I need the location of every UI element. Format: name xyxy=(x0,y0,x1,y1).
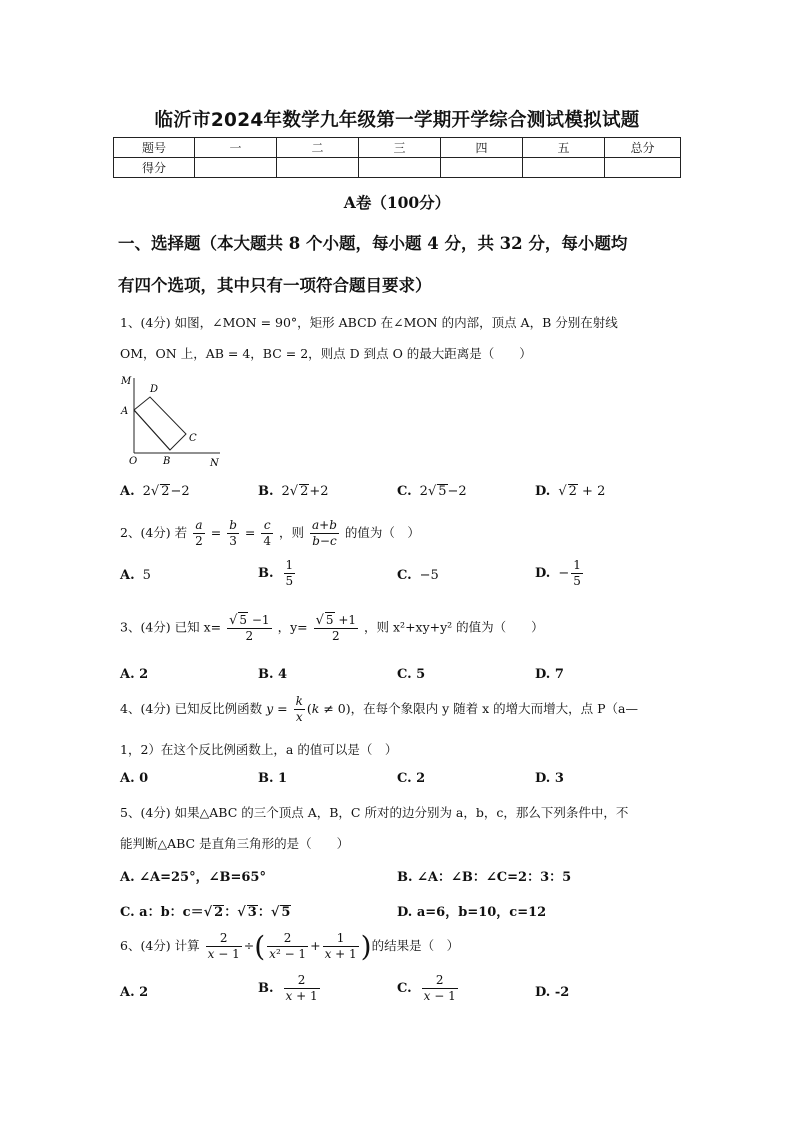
score-cell: 一 xyxy=(195,138,277,158)
q3-option-d[interactable]: D. 7 xyxy=(535,667,564,682)
score-blank-cell[interactable] xyxy=(277,158,359,178)
score-cell: 总分 xyxy=(605,138,681,158)
score-cell: 题号 xyxy=(114,138,195,158)
score-table-header-row xyxy=(114,138,681,158)
fig-label-m: M xyxy=(121,376,132,387)
q5-line2: 能判断△ABC 是直角三角形的是（ ） xyxy=(120,836,350,851)
q5-option-c[interactable]: C. a：b：c＝√ 2：√ 3：√ 5 xyxy=(120,905,291,920)
q5-line1: 5、(4分) 如果△ABC 的三个顶点 A，B，C 所对的边分别为 a，b，c，那么下列条件中，不 xyxy=(120,805,629,820)
q3-option-a[interactable]: A. 2 xyxy=(120,667,149,682)
q6-option-b[interactable]: B. $\frac{2}{x + 1}$ xyxy=(258,973,318,1003)
score-blank-cell[interactable] xyxy=(359,158,441,178)
fig-label-n: N xyxy=(210,458,219,468)
part1-heading-line2: 有四个选项，其中只有一项符合题目要求） xyxy=(118,276,432,295)
q2-option-a[interactable]: A. 5 xyxy=(120,568,151,583)
q5-option-a[interactable]: A. ∠A=25°，∠B=65° xyxy=(120,870,266,885)
score-table xyxy=(113,137,681,178)
q1-option-d[interactable]: D. √ 2 + 2 xyxy=(535,484,606,499)
score-cell: 三 xyxy=(359,138,441,158)
q5-option-b[interactable]: B. ∠A：∠B：∠C=2：3：5 xyxy=(397,870,572,885)
q1-option-b[interactable]: B. 2√ 2+2 xyxy=(258,484,329,499)
fig-label-d: D xyxy=(150,384,159,395)
q4-line2: 1，2）在这个反比例函数上，a 的值可以是（ ） xyxy=(120,742,398,757)
fig-label-c: C xyxy=(189,433,197,444)
score-cell: 二 xyxy=(277,138,359,158)
score-row-label: 得分 xyxy=(114,158,195,178)
q4-option-d[interactable]: D. 3 xyxy=(535,771,564,786)
fig-label-o: O xyxy=(129,456,138,467)
q2-option-b[interactable]: B. $\frac{1}{5}$ xyxy=(258,558,294,588)
q6-option-d[interactable]: D. -2 xyxy=(535,985,570,1000)
q3-option-c[interactable]: C. 5 xyxy=(397,667,426,682)
fig-label-a: A xyxy=(121,406,129,417)
q4-option-a[interactable]: A. 0 xyxy=(120,771,149,786)
q1-option-c[interactable]: C. 2√ 5−2 xyxy=(397,484,467,499)
q5-option-d[interactable]: D. a=6，b=10，c=12 xyxy=(397,905,547,920)
q3-stem: 3、(4分) 已知 x= $\frac{√ 5 -1}{2}$ ，y= $\frac{√ 5 +1}{2}$ ，则 x²+xy+y² 的值为（ ） xyxy=(120,613,544,643)
score-blank-cell[interactable] xyxy=(523,158,605,178)
q1-figure xyxy=(118,372,228,468)
q1-line1: 1、(4分) 如图，∠MON = 90°，矩形 ABCD 在∠MON 的内部，顶点 A，B 分别在射线 xyxy=(120,315,618,330)
q6-stem: 6、(4分) 计算 $\frac{2}{x - 1}$ ÷( $\frac{2}{\text{x² − 1}}$ + $\frac{1}{x + 1}$ )的结果是（ ） xyxy=(120,930,460,963)
page-title: 临沂市2024年数学九年级第一学期开学综合测试模拟试题 xyxy=(154,110,640,131)
q4-option-b[interactable]: B. 1 xyxy=(258,771,288,786)
fig-label-b: B xyxy=(163,456,171,467)
q1-option-a[interactable]: A. 2√ 2−2 xyxy=(120,484,190,499)
score-blank-cell[interactable] xyxy=(195,158,277,178)
q4-line1: 4、(4分) 已知反比例函数 y = $\frac{k}{x}$ (k ≠ 0)，在每个象限内 y 随着 x 的增大而增大，点 P（a— xyxy=(120,694,638,724)
score-table-score-row xyxy=(114,158,681,178)
score-cell: 五 xyxy=(523,138,605,158)
score-blank-cell[interactable] xyxy=(441,158,523,178)
part1-heading-line1: 一、选择题（本大题共 8 个小题，每小题 4 分，共 32 分，每小题均 xyxy=(118,234,628,253)
score-blank-cell[interactable] xyxy=(605,158,681,178)
q2-stem: 2、(4分) 若 $\frac{a}{2}$ = $\frac{b}{3}$ = $\frac{c}{4}$ ，则 $\frac{a+b}{b-c}$ 的值为（ ） xyxy=(120,518,420,548)
q2-option-d[interactable]: D. − $\frac{1}{5}$ xyxy=(535,558,581,588)
section-a-heading: A卷（100分） xyxy=(343,193,451,212)
q6-option-c[interactable]: C. $\frac{2}{x - 1}$ xyxy=(397,973,456,1003)
q1-line2: OM，ON 上，AB = 4，BC = 2，则点 D 到点 O 的最大距离是（ ） xyxy=(120,346,532,361)
q4-option-c[interactable]: C. 2 xyxy=(397,771,426,786)
q2-option-c[interactable]: C. −5 xyxy=(397,568,439,583)
q6-option-a[interactable]: A. 2 xyxy=(120,985,149,1000)
score-cell: 四 xyxy=(441,138,523,158)
q3-option-b[interactable]: B. 4 xyxy=(258,667,288,682)
